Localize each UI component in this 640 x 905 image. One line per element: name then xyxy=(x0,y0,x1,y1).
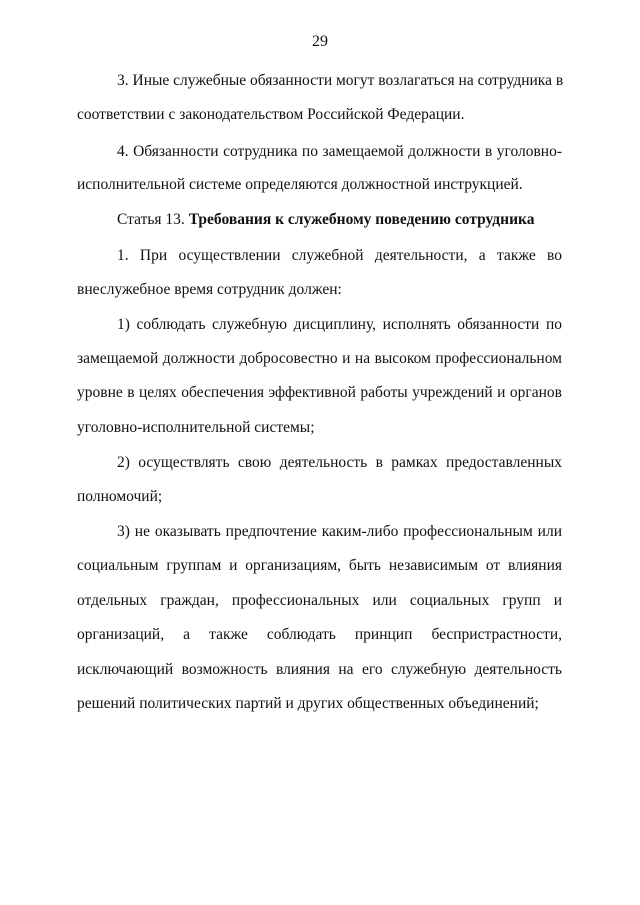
article-title: Требования к служебному поведению сотрудника xyxy=(188,211,535,228)
paragraph-line: 3) не оказывать предпочтение каким-либо профессиональным или xyxy=(117,523,562,540)
article-number: Статья 13. xyxy=(117,211,189,228)
paragraph-line: исполнительной системе определяются должностной инструкцией. xyxy=(77,176,523,193)
paragraph-line: уровне в целях обеспечения эффективной работы учреждений и органов xyxy=(77,384,562,401)
paragraph-line: организаций, а также соблюдать принцип беспристрастности, xyxy=(77,626,562,643)
paragraph-line: 4. Обязанности сотрудника по замещаемой должности в уголовно- xyxy=(117,143,562,160)
paragraph-line: соответствии с законодательством Российской Федерации. xyxy=(77,106,465,123)
paragraph-line: социальным группам и организациям, быть независимым от влияния xyxy=(77,557,562,574)
paragraph-line: отдельных граждан, профессиональных или социальных групп и xyxy=(77,592,562,609)
paragraph-line: 3. Иные служебные обязанности могут возлагаться на сотрудника в xyxy=(117,72,564,89)
article-heading xyxy=(117,210,562,230)
paragraph-line: исключающий возможность влияния на его служебную деятельность xyxy=(77,661,562,678)
paragraph-line: решений политических партий и других общественных объединений; xyxy=(77,695,539,712)
paragraph-line: замещаемой должности добросовестно и на высоком профессиональном xyxy=(77,350,562,367)
paragraph-line: внеслужебное время сотрудник должен: xyxy=(77,281,342,298)
page-number: 29 xyxy=(312,33,328,50)
paragraph-line: уголовно-исполнительной системы; xyxy=(77,419,315,436)
paragraph-line: 1) соблюдать служебную дисциплину, исполнять обязанности по xyxy=(117,316,562,333)
paragraph-line: полномочий; xyxy=(77,488,163,505)
paragraph-line: 2) осуществлять свою деятельность в рамках предоставленных xyxy=(117,454,562,471)
paragraph-line: 1. При осуществлении служебной деятельности, а также во xyxy=(117,247,562,264)
